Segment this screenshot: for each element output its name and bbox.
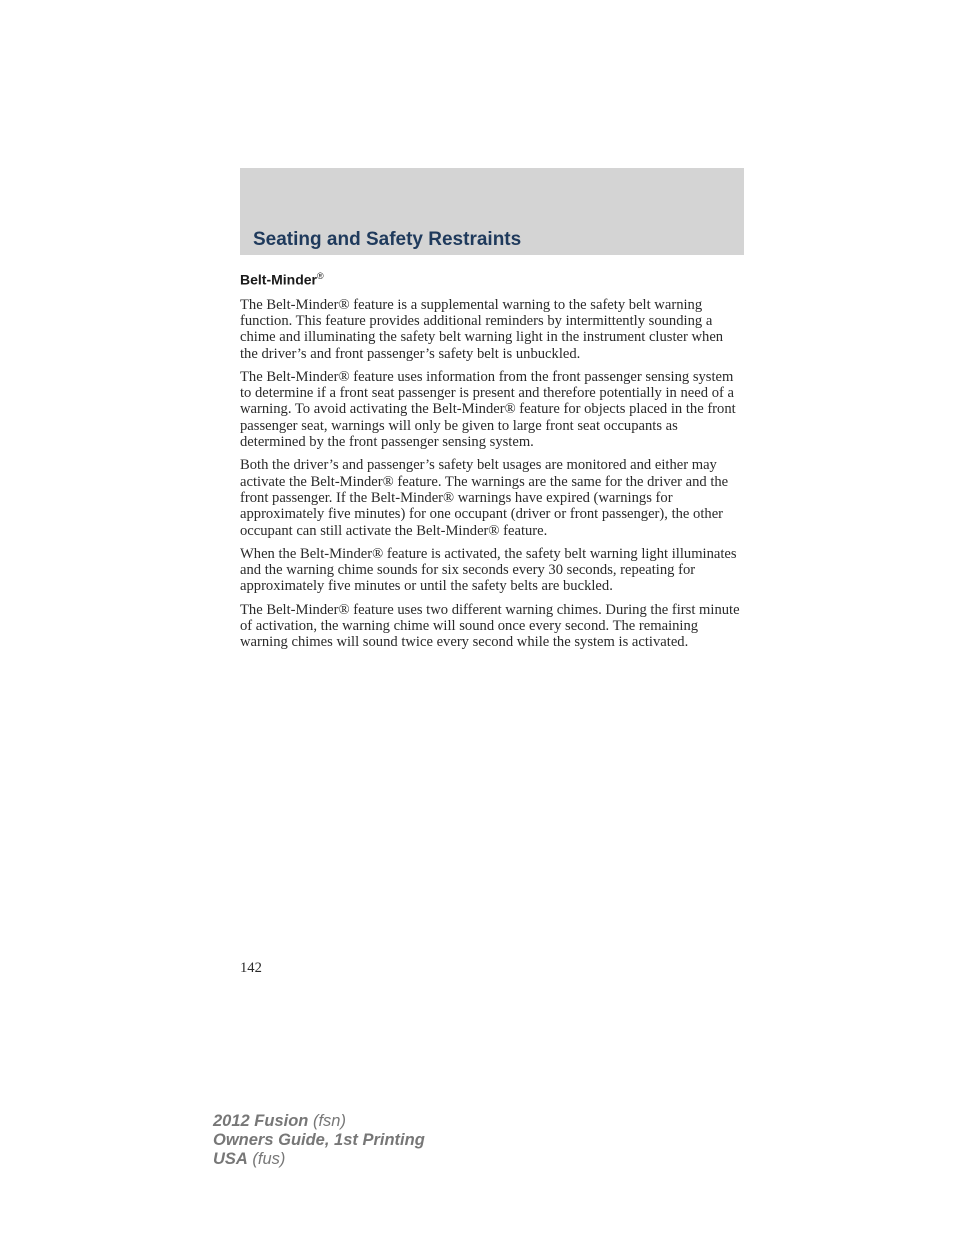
footer-market-code: (fus) [247,1150,286,1168]
paragraph-3: Both the driver’s and passenger’s safety belt usages are monitored and either may activate the Belt-Minder® feature. The warnings are the same for the driver and the front passenger. If the Belt-Minder® warnings have expired (warnings for approximately five minutes) for one occupant (driver or front passenger), the other occupant can still activate the Belt-Minder® feature. [240,457,729,539]
footer-line-3 [213,1150,425,1169]
footer-line-1 [213,1112,425,1131]
section-heading-text: Belt-Minder [240,271,317,288]
footer-line-2 [213,1131,425,1150]
paragraph-2: The Belt-Minder® feature uses information from the front passenger sensing system to determine if a front seat passenger is present and therefore potentially in need of a warning. To avoid activating the Belt-Minder® feature for objects placed in the front passenger seat, warnings will only be given to large front seat occupants as determined by the front passenger sensing system. [240,368,736,451]
paragraph-1: The Belt-Minder® feature is a supplemental warning to the safety belt warning function. This feature provides additional reminders by intermittently sounding a chime and illuminating the safety belt warning light in the instrument cluster when the driver’s and front passenger’s safety belt is unbuckled. [240,296,724,362]
footer-model: 2012 Fusion [213,1112,309,1130]
registered-mark: ® [317,271,324,281]
footer-printing: Owners Guide, 1st Printing [213,1131,425,1149]
footer-imprint [213,1112,425,1169]
section-heading [240,268,744,289]
main-content [240,268,744,658]
page-title: Seating and Safety Restraints [253,229,522,250]
footer-model-code: (fsn) [308,1112,346,1130]
page-number: 142 [240,960,262,976]
footer-market: USA [213,1150,248,1168]
section-header-band [240,168,744,255]
paragraph-4: When the Belt-Minder® feature is activated, the safety belt warning light illuminates and the warning chime sounds for six seconds every 30 seconds, repeating for approximately five minutes or until the safety belts are buckled. [240,545,737,595]
paragraph-5: The Belt-Minder® feature uses two different warning chimes. During the first minute of activation, the warning chime will sound once every second. The remaining warning chimes will sound twice every second while the system is activated. [240,601,740,651]
